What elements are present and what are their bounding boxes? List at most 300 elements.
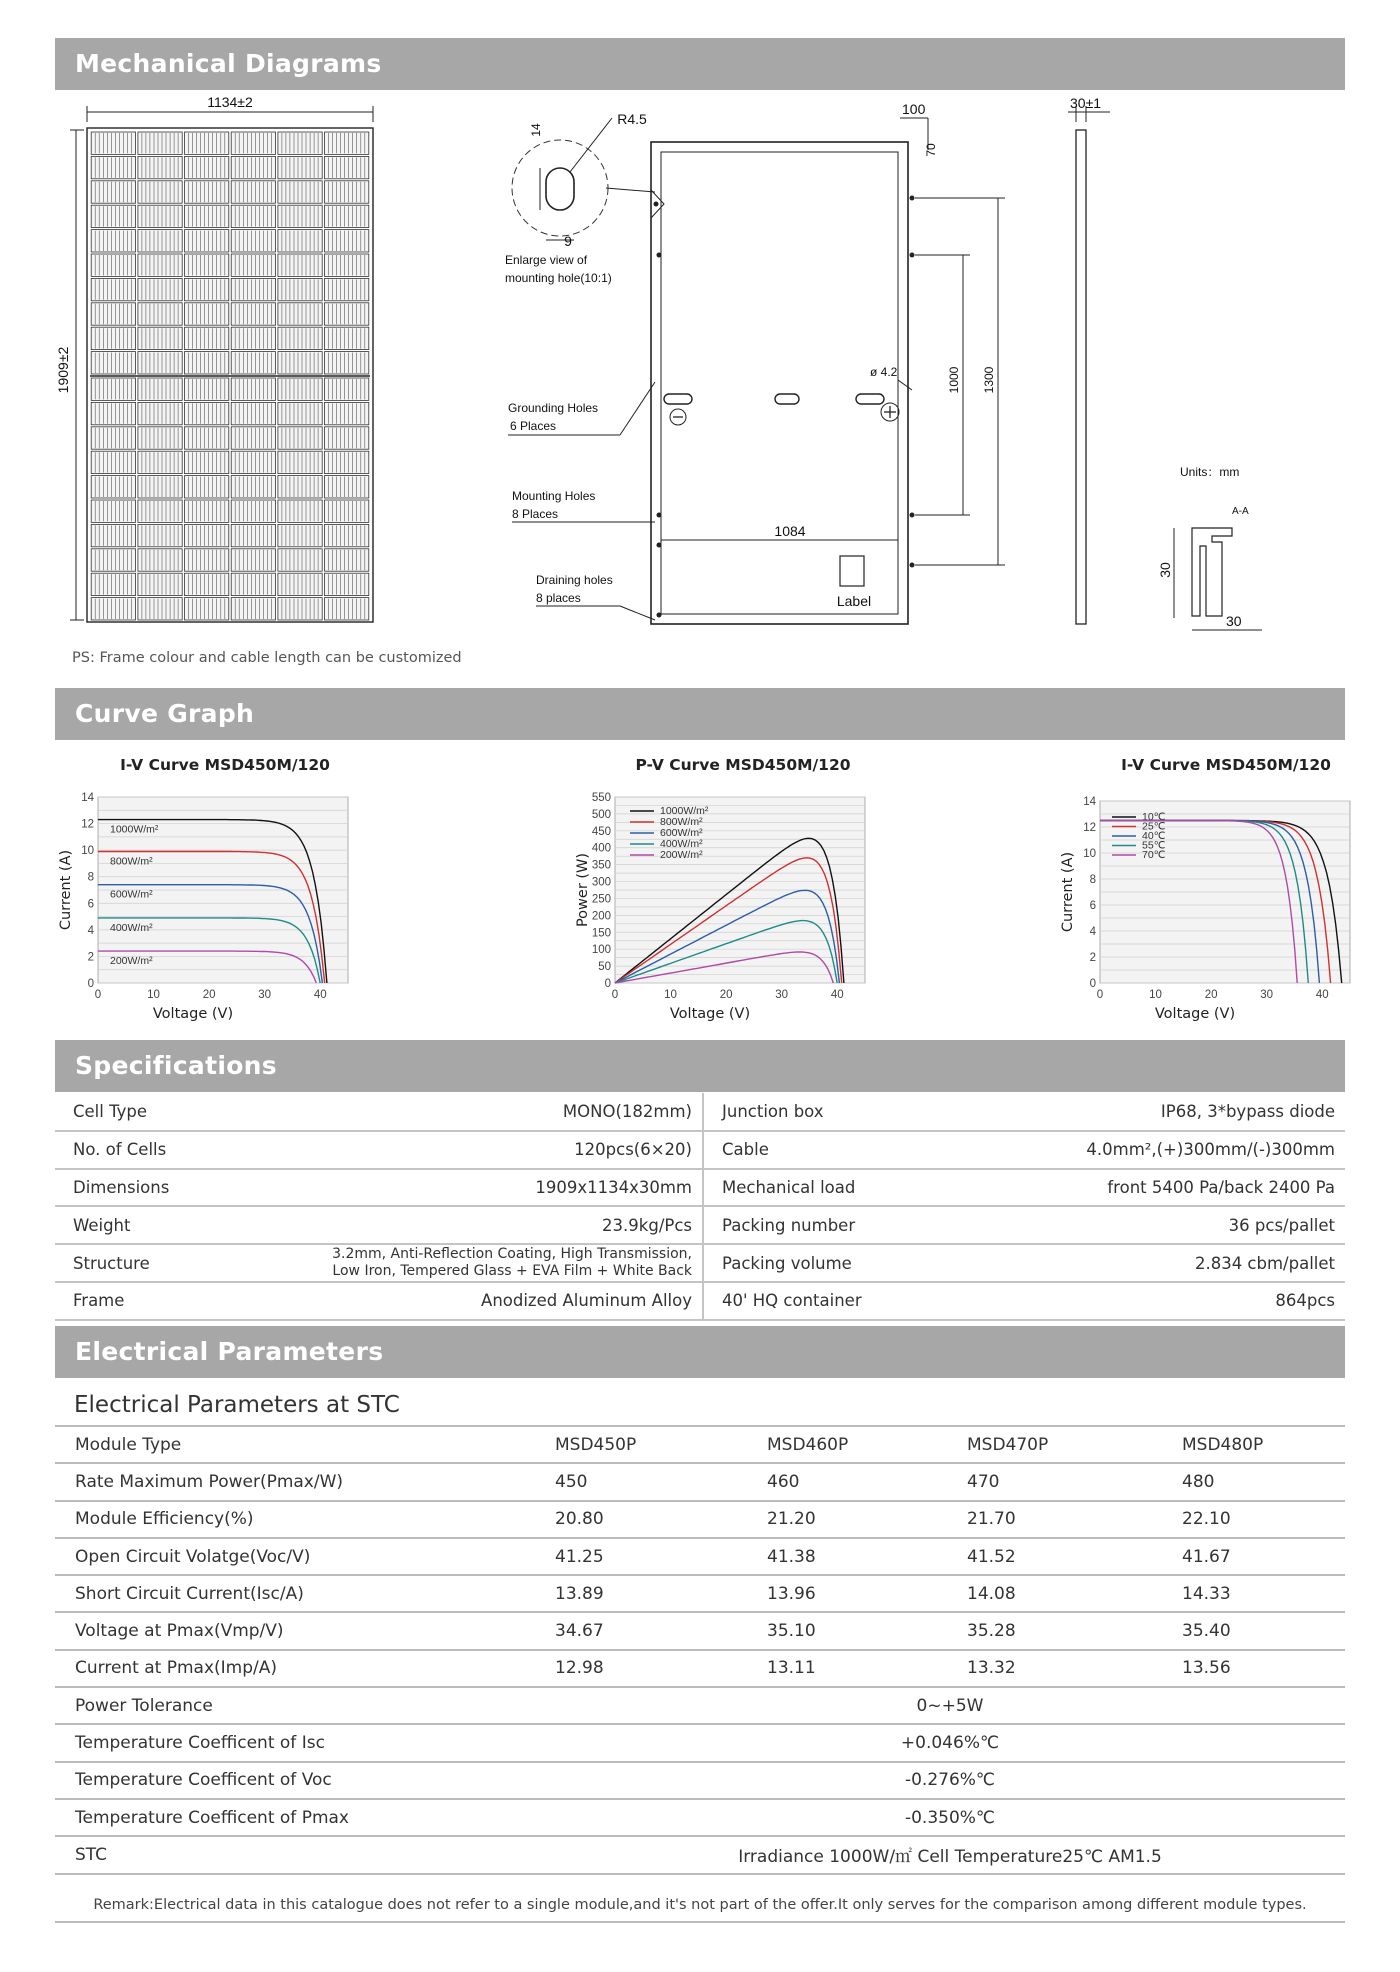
solar-cell [138, 156, 182, 178]
y-axis-label: Current (A) [58, 849, 74, 931]
y-tick-label: 8 [87, 871, 94, 884]
solar-cell [231, 524, 275, 546]
spec-value: 36 pcs/pallet [903, 1206, 1345, 1244]
y-tick-label: 4 [87, 924, 94, 937]
solar-cell [325, 402, 369, 424]
solar-cell [138, 230, 182, 252]
solar-cell [278, 352, 322, 374]
spec-value: 120pcs(6×20) [225, 1131, 703, 1169]
solar-cell [91, 524, 135, 546]
solar-cell [91, 427, 135, 449]
solar-cell [231, 278, 275, 300]
table-row [55, 1463, 1345, 1500]
legend-label: 200W/m² [110, 955, 153, 968]
table-row [55, 1612, 1345, 1649]
param-value: 0~+5W [555, 1687, 1345, 1724]
solar-cell [185, 132, 229, 154]
solar-cell [185, 573, 229, 595]
y-tick-label: 50 [598, 961, 611, 974]
section-header-curve: Curve Graph [55, 688, 1345, 740]
y-tick-label: 550 [591, 792, 611, 804]
solar-cell [278, 181, 322, 203]
solar-cell [91, 254, 135, 276]
param-name: Temperature Coefficent of Voc [55, 1762, 555, 1799]
solar-cell [185, 352, 229, 374]
hole-width-dim: 9 [564, 233, 572, 249]
spec-value: 1909x1134x30mm [225, 1169, 703, 1207]
x-tick-label: 10 [147, 989, 160, 1001]
solar-cell [231, 156, 275, 178]
solar-cell [278, 476, 322, 498]
y-tick-label: 6 [1089, 900, 1096, 912]
table-row [55, 1724, 1345, 1761]
param-value: 20.80 [555, 1501, 767, 1538]
spec-key: Weight [55, 1206, 225, 1244]
legend-label: 800W/m² [110, 855, 153, 868]
table-row [55, 1762, 1345, 1799]
solar-cell [91, 205, 135, 227]
legend-label: 200W/m² [660, 849, 703, 861]
solar-cell [278, 327, 322, 349]
solar-cell [231, 181, 275, 203]
param-value: 13.56 [1182, 1650, 1345, 1687]
param-name: Current at Pmax(Imp/A) [55, 1650, 555, 1687]
solar-cell [231, 205, 275, 227]
y-tick-label: 350 [591, 859, 611, 872]
y-tick-label: 6 [87, 898, 94, 911]
param-name: Short Circuit Current(Isc/A) [55, 1575, 555, 1612]
param-value: Irradiance 1000W/㎡ Cell Temperature25℃ AM1.5 [555, 1836, 1345, 1873]
param-name: Module Efficiency(%) [55, 1501, 555, 1538]
table-row [55, 1575, 1345, 1612]
solar-cell [138, 205, 182, 227]
solar-cell [325, 427, 369, 449]
param-value: 480 [1182, 1463, 1345, 1500]
solar-cell [325, 327, 369, 349]
electrical-table [55, 1425, 1345, 1875]
solar-cell [138, 402, 182, 424]
electrical-subtitle: Electrical Parameters at STC [74, 1392, 400, 1418]
y-tick-label: 300 [591, 876, 611, 889]
solar-cell [138, 524, 182, 546]
solar-cell [231, 427, 275, 449]
remark-note: Remark:Electrical data in this catalogue does not refer to a single module,and it's not part of the offer.It only serves for the comparison among different module types. [55, 1889, 1345, 1923]
chart-title: P-V Curve MSD450M/120 [635, 756, 851, 774]
solar-cell [325, 524, 369, 546]
solar-cell [231, 476, 275, 498]
solar-cell [138, 352, 182, 374]
param-value: MSD480P [1182, 1426, 1345, 1463]
solar-cell [91, 451, 135, 473]
solar-cell [231, 303, 275, 325]
solar-cell [231, 598, 275, 620]
solar-cell [91, 573, 135, 595]
solar-cell [278, 524, 322, 546]
solar-cell [91, 230, 135, 252]
param-value: 14.33 [1182, 1575, 1345, 1612]
enlarge-caption-line2: mounting hole(10:1) [505, 271, 612, 285]
x-tick-label: 40 [1315, 989, 1329, 1001]
panel-back-view [508, 101, 1005, 624]
solar-cell [91, 327, 135, 349]
solar-cell [185, 500, 229, 522]
solar-cell [231, 549, 275, 571]
table-row [55, 1169, 1345, 1207]
x-tick-label: 10 [1149, 989, 1162, 1001]
section-label: A-A [1232, 506, 1249, 517]
spec-key: Mechanical load [703, 1169, 903, 1207]
frame-section-detail [1157, 465, 1262, 630]
x-tick-label: 20 [1204, 989, 1218, 1001]
param-value: 35.28 [967, 1612, 1182, 1649]
solar-cell [278, 230, 322, 252]
param-value: MSD470P [967, 1426, 1182, 1463]
pv-irradiance-chart [575, 756, 865, 1022]
x-tick-label: 40 [830, 989, 844, 1001]
y-tick-label: 0 [604, 978, 611, 990]
spec-value: 2.834 cbm/pallet [903, 1244, 1345, 1282]
solar-cell [278, 156, 322, 178]
legend-label: 70℃ [1142, 849, 1166, 861]
table-row [55, 1501, 1345, 1538]
y-tick-label: 150 [591, 927, 611, 940]
hole-diameter-label: ø 4.2 [870, 365, 898, 379]
x-axis-label: Voltage (V) [1154, 1006, 1236, 1022]
x-tick-label: 10 [664, 989, 677, 1001]
curve-graphs [0, 745, 1400, 1035]
dim-1000: 1000 [947, 366, 961, 394]
spec-value: 864pcs [903, 1282, 1345, 1320]
solar-cell [185, 327, 229, 349]
solar-cell [278, 573, 322, 595]
draining-holes-line2: 8 places [536, 591, 581, 605]
solar-cell [278, 451, 322, 473]
solar-cell [278, 378, 322, 400]
solar-cell [278, 254, 322, 276]
solar-cell [325, 254, 369, 276]
param-value: -0.276%℃ [555, 1762, 1345, 1799]
x-tick-label: 30 [1260, 989, 1274, 1001]
x-tick-label: 0 [1096, 989, 1104, 1001]
param-value: MSD450P [555, 1426, 767, 1463]
solar-cell [278, 303, 322, 325]
legend-label: 400W/m² [660, 838, 703, 850]
dim-1084: 1084 [774, 523, 806, 539]
spec-value: Anodized Aluminum Alloy [225, 1282, 703, 1320]
param-value: 22.10 [1182, 1501, 1345, 1538]
dim-100: 100 [902, 101, 926, 117]
table-row [55, 1538, 1345, 1575]
param-value: 41.52 [967, 1538, 1182, 1575]
solar-cell [325, 573, 369, 595]
param-value: 13.96 [767, 1575, 967, 1612]
solar-cell [325, 278, 369, 300]
solar-cell [138, 378, 182, 400]
solar-cell [138, 278, 182, 300]
param-value: 21.20 [767, 1501, 967, 1538]
solar-cell [325, 205, 369, 227]
solar-cell [185, 278, 229, 300]
solar-cell-grid [90, 132, 370, 620]
enlarge-caption-line1: Enlarge view of [505, 253, 588, 267]
x-tick-label: 0 [94, 989, 102, 1001]
param-value: -0.350%℃ [555, 1799, 1345, 1836]
solar-cell [231, 132, 275, 154]
legend-label: 600W/m² [660, 827, 703, 839]
param-name: Module Type [55, 1426, 555, 1463]
solar-cell [185, 378, 229, 400]
solar-cell [278, 205, 322, 227]
spec-key: Cable [703, 1131, 903, 1169]
solar-cell [231, 230, 275, 252]
customization-note: PS: Frame colour and cable length can be customized [72, 650, 462, 666]
param-value: +0.046%℃ [555, 1724, 1345, 1761]
structure-line1: 3.2mm, Anti-Reflection Coating, High Transmission, [332, 1246, 692, 1263]
param-name: Open Circuit Volatge(Voc/V) [55, 1538, 555, 1575]
solar-cell [325, 181, 369, 203]
panel-side-view [1068, 95, 1110, 624]
solar-cell [231, 573, 275, 595]
y-tick-label: 12 [1083, 822, 1096, 834]
x-tick-label: 20 [719, 989, 733, 1001]
solar-cell [91, 181, 135, 203]
solar-cell [91, 500, 135, 522]
param-value: 21.70 [967, 1501, 1182, 1538]
units-label: Units：mm [1180, 465, 1240, 479]
spec-value: IP68, 3*bypass diode [903, 1093, 1345, 1131]
solar-cell [231, 378, 275, 400]
solar-cell [91, 303, 135, 325]
solar-cell [325, 598, 369, 620]
structure-line2: Low Iron, Tempered Glass + EVA Film + White Back [332, 1263, 692, 1280]
solar-cell [138, 451, 182, 473]
spec-value: MONO(182mm) [225, 1093, 703, 1131]
table-row [55, 1093, 1345, 1131]
x-tick-label: 40 [313, 989, 327, 1001]
grounding-holes-line1: Grounding Holes [508, 401, 599, 415]
spec-key: Structure [55, 1244, 225, 1282]
y-tick-label: 250 [591, 893, 611, 906]
solar-cell [185, 598, 229, 620]
table-row [55, 1244, 1345, 1282]
param-value: 41.25 [555, 1538, 767, 1575]
solar-cell [231, 254, 275, 276]
solar-cell [278, 500, 322, 522]
solar-cell [231, 352, 275, 374]
param-name: Voltage at Pmax(Vmp/V) [55, 1612, 555, 1649]
y-tick-label: 0 [1089, 978, 1096, 990]
solar-cell [185, 451, 229, 473]
param-value: 13.32 [967, 1650, 1182, 1687]
param-value: 41.67 [1182, 1538, 1345, 1575]
spec-value: 4.0mm²,(+)300mm/(-)300mm [903, 1131, 1345, 1169]
solar-cell [91, 378, 135, 400]
solar-cell [325, 500, 369, 522]
solar-cell [185, 427, 229, 449]
solar-cell [231, 327, 275, 349]
spec-value: 23.9kg/Pcs [225, 1206, 703, 1244]
solar-cell [278, 402, 322, 424]
panel-front-view [55, 94, 373, 622]
param-value: 41.38 [767, 1538, 967, 1575]
y-tick-label: 200 [591, 910, 611, 923]
solar-cell [91, 402, 135, 424]
solar-cell [91, 352, 135, 374]
mounting-holes-line2: 8 Places [512, 507, 559, 521]
table-row [55, 1799, 1345, 1836]
param-value: 14.08 [967, 1575, 1182, 1612]
section-header-specs: Specifications [55, 1040, 1345, 1092]
table-row [55, 1687, 1345, 1724]
x-axis-label: Voltage (V) [152, 1006, 234, 1022]
solar-cell [278, 278, 322, 300]
param-name: Temperature Coefficent of Pmax [55, 1799, 555, 1836]
y-axis-label: Current (A) [1060, 851, 1076, 933]
legend-label: 800W/m² [660, 816, 703, 828]
spec-key: Packing volume [703, 1244, 903, 1282]
spec-key: No. of Cells [55, 1131, 225, 1169]
solar-cell [185, 156, 229, 178]
section-header-mechanical: Mechanical Diagrams [55, 38, 1345, 90]
solar-cell [138, 476, 182, 498]
param-value: 450 [555, 1463, 767, 1500]
solar-cell [325, 476, 369, 498]
y-tick-label: 4 [1089, 926, 1096, 938]
legend-label: 600W/m² [110, 888, 153, 901]
spec-key: Frame [55, 1282, 225, 1320]
solar-cell [185, 181, 229, 203]
solar-cell [325, 303, 369, 325]
solar-cell [278, 549, 322, 571]
param-value: 34.67 [555, 1612, 767, 1649]
solar-cell [325, 378, 369, 400]
chart-title: I-V Curve MSD450M/120 [1121, 756, 1331, 774]
y-tick-label: 8 [1089, 874, 1096, 886]
legend-label: 10℃ [1142, 811, 1166, 823]
param-name: Rate Maximum Power(Pmax/W) [55, 1463, 555, 1500]
legend-label: 1000W/m² [110, 823, 159, 836]
solar-cell [138, 573, 182, 595]
legend-label: 55℃ [1142, 839, 1166, 852]
y-tick-label: 450 [591, 825, 611, 838]
solar-cell [91, 132, 135, 154]
solar-cell [91, 476, 135, 498]
table-row [55, 1426, 1345, 1463]
solar-cell [185, 230, 229, 252]
y-tick-label: 2 [87, 951, 94, 964]
param-name: STC [55, 1836, 555, 1873]
radius-label: R4.5 [617, 111, 647, 127]
solar-cell [185, 476, 229, 498]
solar-cell [231, 451, 275, 473]
spec-key: 40' HQ container [703, 1282, 903, 1320]
spec-key: Junction box [703, 1093, 903, 1131]
y-tick-label: 10 [1083, 848, 1096, 860]
solar-cell [138, 132, 182, 154]
chart-title: I-V Curve MSD450M/120 [120, 756, 330, 774]
grounding-holes-line2: 6 Places [510, 419, 557, 433]
param-name: Temperature Coefficent of Isc [55, 1724, 555, 1761]
solar-cell [138, 598, 182, 620]
param-value: 12.98 [555, 1650, 767, 1687]
solar-cell [91, 598, 135, 620]
param-value: MSD460P [767, 1426, 967, 1463]
section-width-dim: 30 [1226, 613, 1242, 629]
hole-height-dim: 14 [529, 123, 543, 137]
solar-cell [325, 451, 369, 473]
spec-key: Dimensions [55, 1169, 225, 1207]
section-height-dim: 30 [1157, 562, 1173, 578]
dim-1300: 1300 [982, 366, 996, 394]
dim-70: 70 [924, 143, 938, 157]
solar-cell [325, 549, 369, 571]
mechanical-drawing [0, 90, 1400, 650]
legend-label: 400W/m² [110, 921, 153, 934]
solar-cell [325, 230, 369, 252]
solar-cell [138, 549, 182, 571]
solar-cell [138, 303, 182, 325]
y-tick-label: 400 [591, 842, 611, 855]
solar-cell [278, 132, 322, 154]
param-name: Power Tolerance [55, 1687, 555, 1724]
y-tick-label: 0 [87, 978, 94, 990]
draining-holes-line1: Draining holes [536, 573, 613, 587]
x-axis-label: Voltage (V) [669, 1006, 751, 1022]
iv-irradiance-chart [58, 756, 348, 1022]
mounting-hole-detail [505, 111, 655, 285]
param-value: 35.10 [767, 1612, 967, 1649]
y-tick-label: 12 [81, 818, 94, 831]
y-tick-label: 2 [1089, 952, 1096, 964]
label-box-caption: Label [836, 593, 872, 609]
x-tick-label: 20 [202, 989, 216, 1001]
spec-key: Packing number [703, 1206, 903, 1244]
solar-cell [91, 156, 135, 178]
legend-label: 1000W/m² [660, 805, 709, 817]
solar-cell [185, 205, 229, 227]
solar-cell [185, 549, 229, 571]
param-value: 35.40 [1182, 1612, 1345, 1649]
x-tick-label: 0 [611, 989, 619, 1001]
param-value: 460 [767, 1463, 967, 1500]
param-value: 13.11 [767, 1650, 967, 1687]
table-row [55, 1282, 1345, 1320]
iv-temperature-chart [1060, 756, 1350, 1022]
y-tick-label: 10 [81, 845, 94, 858]
legend-label: 25℃ [1142, 820, 1166, 833]
spec-value: front 5400 Pa/back 2400 Pa [903, 1169, 1345, 1207]
table-row [55, 1206, 1345, 1244]
y-tick-label: 100 [591, 944, 611, 957]
specifications-table [55, 1093, 1345, 1321]
solar-cell [138, 427, 182, 449]
solar-cell [185, 524, 229, 546]
mounting-holes-line1: Mounting Holes [512, 489, 596, 503]
solar-cell [325, 156, 369, 178]
solar-cell [185, 303, 229, 325]
legend-label: 40℃ [1142, 830, 1166, 842]
y-tick-label: 14 [1083, 796, 1096, 808]
param-value: 13.89 [555, 1575, 767, 1612]
solar-cell [278, 427, 322, 449]
solar-cell [138, 327, 182, 349]
solar-cell [325, 352, 369, 374]
y-axis-label: Power (W) [575, 852, 591, 928]
solar-cell [278, 598, 322, 620]
x-tick-label: 30 [258, 989, 272, 1001]
solar-cell [138, 254, 182, 276]
y-tick-label: 500 [591, 808, 611, 821]
